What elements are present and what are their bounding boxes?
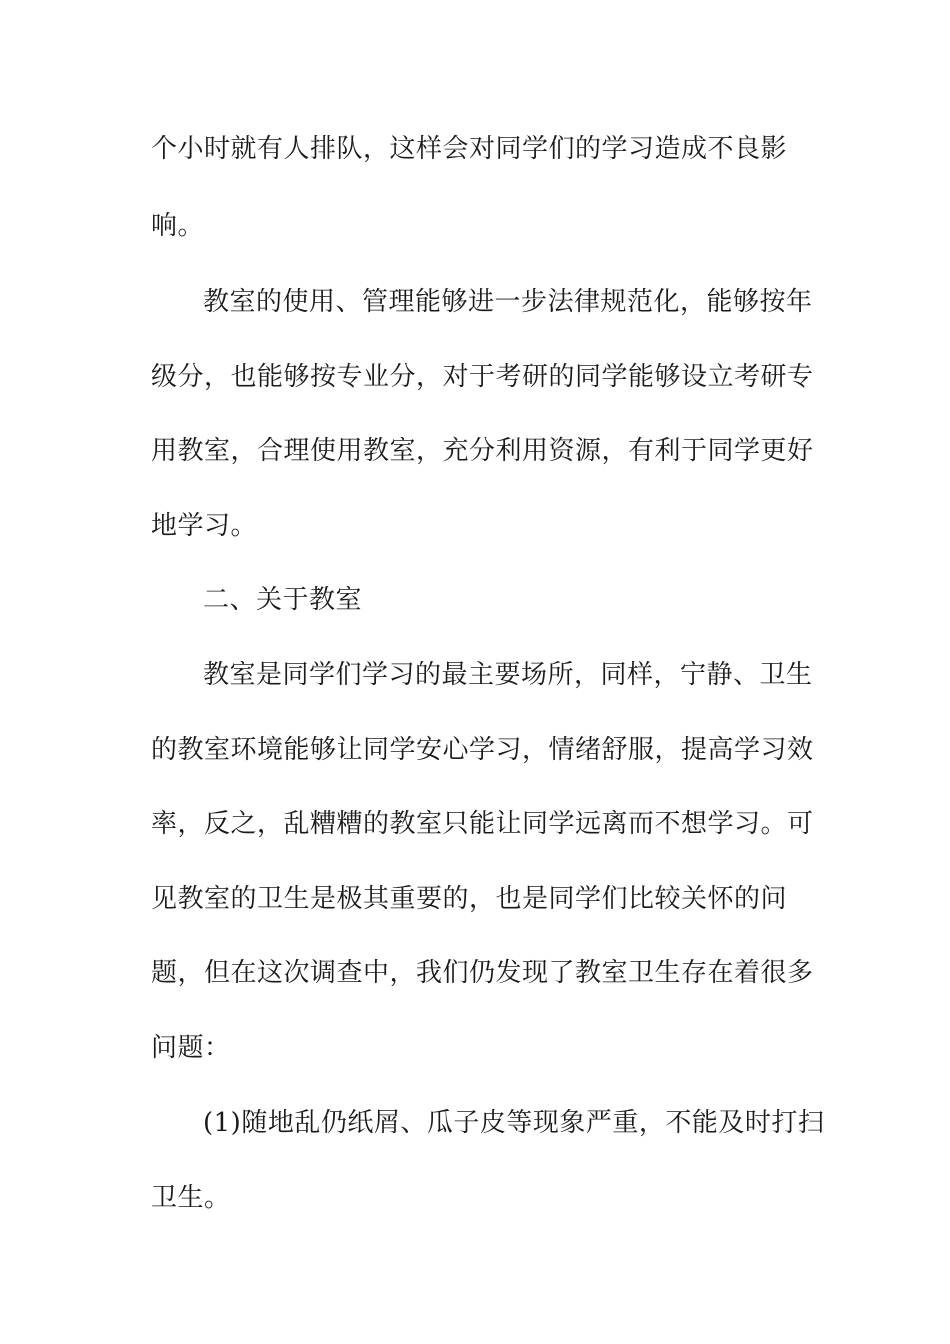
text-line: 级分，也能够按专业分，对于考研的同学能够设立考研专 <box>151 362 814 392</box>
text-line: 问题： <box>151 1033 231 1063</box>
text-line: 教室是同学们学习的最主要场所，同样，宁静、卫生 <box>203 660 813 690</box>
text-line: 个小时就有人排队，这样会对同学们的学习造成不良影 <box>151 134 788 164</box>
text-line: 响。 <box>151 211 205 241</box>
text-line: 地学习。 <box>151 511 258 541</box>
text-line: 教室的使用、管理能够进一步法律规范化，能够按年 <box>203 287 813 317</box>
list-item-text: 卫生。 <box>151 1183 231 1213</box>
section-heading: 二、关于教室 <box>203 585 363 615</box>
text-line: 率，反之，乱糟糟的教室只能让同学远离而不想学习。可 <box>151 809 814 839</box>
text-line: 的教室环境能够让同学安心学习，情绪舒服，提高学习效 <box>151 735 814 765</box>
text-line: 用教室，合理使用教室，充分利用资源，有利于同学更好 <box>151 436 814 466</box>
list-item-text: (1)随地乱仍纸屑、瓜子皮等现象严重，不能及时打扫 <box>203 1108 825 1138</box>
text-line: 题，但在这次调查中，我们仍发现了教室卫生存在着很多 <box>151 958 814 988</box>
text-line: 见教室的卫生是极其重要的，也是同学们比较关怀的问 <box>151 884 788 914</box>
